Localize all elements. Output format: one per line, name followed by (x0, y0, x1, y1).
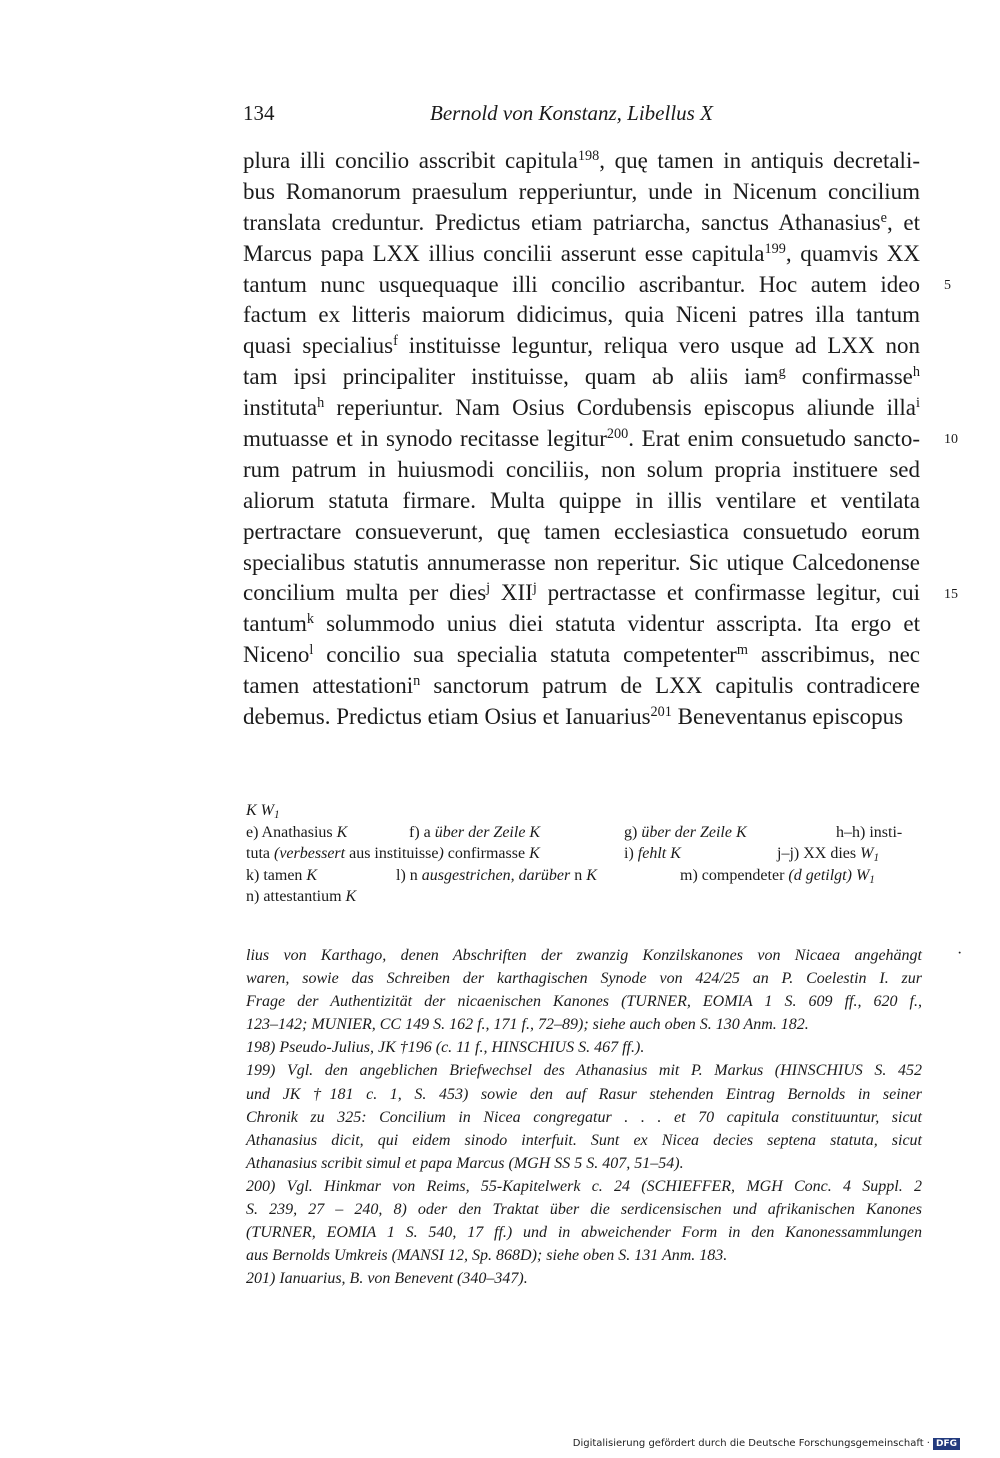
note-marker: 200 (606, 426, 629, 443)
note-marker: f (393, 333, 398, 350)
note-marker: j (532, 580, 537, 597)
line-number: 5 (944, 277, 951, 293)
apparatus-reading: n) attestantium (246, 888, 346, 906)
text-line (243, 517, 920, 548)
text-line (243, 362, 920, 393)
footnote-line: (TURNER, EOMIA 1 S. 540, 17 ff.) und in abweichender Form in den Kanonessammlungen (246, 1224, 922, 1242)
apparatus-row (246, 843, 926, 864)
apparatus-note: (d getilgt) W (788, 866, 870, 884)
text-segment: pertractasse et confirmasse legitur, cui (536, 580, 920, 606)
apparatus-note: K (529, 845, 540, 863)
credit-text: Digitalisierung gefördert durch die Deutsche Forschungsgemeinschaft · (572, 1438, 930, 1449)
footnote-line: 200) Vgl. Hinkmar von Reims, 55-Kapitelwerk c. 24 (SCHIEFFER, MGH Conc. 4 Suppl. 2 (246, 1177, 922, 1195)
text-line (243, 331, 920, 362)
footnotes (246, 944, 922, 1290)
text-line (243, 300, 920, 331)
apparatus-reading: l) n (396, 866, 422, 884)
footnote-line: S. 239, 27 – 240, 8) oder den Traktat über die serdicensischen und afrikanischen Kanones (246, 1201, 922, 1219)
footnote-line: 198) Pseudo-Julius, JK †196 (c. 11 f., HINSCHIUS S. 467 ff.). (246, 1039, 645, 1057)
apparatus-entry (624, 822, 747, 843)
text-segment: concilio sua specialia statuta competenter (313, 642, 737, 668)
footnote-line: Chronik zu 325: Concilium in Nicea congregatur . . . et 70 capitula constituuntur, sicut (246, 1108, 922, 1126)
siglum-subscript: 1 (869, 873, 875, 886)
note-marker: h (912, 364, 920, 381)
apparatus-reading: g) (624, 824, 642, 841)
apparatus-rows (246, 822, 926, 908)
text-line (243, 239, 920, 270)
apparatus-entry (624, 843, 681, 864)
text-segment: plura illi concilio asscribit capitula (243, 148, 578, 173)
text-segment: pertractare consueverunt, quę tamen ecclesiastica consuetudo eorum (243, 518, 920, 544)
apparatus-note: ) (438, 845, 444, 863)
apparatus-entry (246, 843, 540, 864)
apparatus-reading: e) Anathasius (246, 824, 337, 841)
footnote-line: 201) Ianuarius, B. von Benevent (340–347). (246, 1270, 528, 1288)
text-line (243, 702, 920, 733)
dfg-logo: DFG (933, 1438, 960, 1450)
apparatus-reading: i) (624, 845, 638, 863)
note-marker: j (486, 580, 491, 597)
apparatus-entry (246, 822, 347, 843)
apparatus-entry (836, 822, 902, 843)
line-number: 15 (944, 586, 958, 602)
siglum-subscript: 1 (873, 852, 880, 865)
text-segment: asscribimus, nec (747, 642, 920, 668)
text-segment: bus Romanorum praesulum repperiuntur, unde in Nicenum concilium (243, 178, 920, 204)
text-line (243, 177, 920, 208)
note-marker: h (317, 395, 325, 412)
footnote-line: aus Bernolds Umkreis (MANSI 12, Sp. 868D); siehe oben S. 131 Anm. 183. (246, 1247, 728, 1265)
text-segment: solummodo unius diei statuta videntur asscripta. Ita ergo et (314, 611, 920, 637)
apparatus-reading: tuta (246, 845, 274, 863)
note-marker: l (309, 642, 314, 659)
apparatus-reading: h–h) insti- (836, 824, 903, 841)
note-marker: 198 (577, 148, 600, 165)
note-marker: k (306, 611, 315, 628)
apparatus-note: K (345, 888, 357, 906)
text-line (243, 424, 920, 455)
apparatus-note: W (860, 845, 874, 863)
note-marker: i (916, 395, 920, 412)
footnote-line: Frage der Authentizität der nicaenischen Kanones (TURNER, EOMIA 1 S. 609 ff., 620 f., (246, 993, 922, 1011)
text-segment: aliorum statuta firmare. Multa quippe in illis ventilare et ventilata (243, 487, 920, 513)
text-line (243, 393, 920, 424)
apparatus-note: über der Zeile K (434, 824, 541, 841)
text-line (243, 146, 920, 177)
text-segment: tantum nunc usquequaque illi concilio ascribantur. Hoc autem ideo (243, 271, 920, 297)
apparatus-reading: m) compendeter (680, 866, 789, 884)
apparatus-row (246, 865, 926, 886)
footnote-line: 199) Vgl. den angeblichen Briefwechsel des Athanasius mit P. Markus (HINSCHIUS S. 452 (246, 1062, 922, 1080)
line-number: 10 (944, 432, 958, 448)
text-line (243, 548, 920, 579)
apparatus-note: fehlt K (637, 845, 681, 863)
text-segment: , quamvis XX (785, 240, 920, 266)
text-line (243, 671, 920, 702)
apparatus-row (246, 886, 926, 907)
text-segment: tamen attestationi (243, 673, 414, 699)
critical-apparatus (246, 800, 926, 908)
apparatus-reading: j–j) XX dies (777, 845, 861, 863)
text-segment: instituisse leguntur, reliqua vero usque ad LXX non (397, 333, 921, 359)
apparatus-reading: f) a (409, 824, 435, 841)
margin-dot: · (957, 945, 963, 962)
text-segment: tantum (243, 611, 307, 637)
text-segment: Beneventanus episcopus (671, 704, 904, 730)
apparatus-sigla-sub: 1 (274, 808, 280, 821)
text-line (243, 270, 920, 301)
apparatus-entry (409, 822, 540, 843)
apparatus-entry (396, 865, 597, 886)
text-segment: specialibus statutis annumerasse non reperitur. Sic utique Calcedonense (243, 549, 920, 575)
footnote-line: 123–142; MUNIER, CC 149 S. 162 f., 171 f., 72–89); siehe auch oben S. 130 Anm. 182. (246, 1016, 809, 1034)
text-segment: concilium multa per dies (243, 580, 487, 606)
text-segment: confirmasse (785, 364, 913, 390)
text-line (243, 609, 920, 640)
text-segment: sanctorum patrum de LXX capitulis contradicere (420, 673, 920, 699)
apparatus-sigla-text: K W (246, 802, 274, 819)
page-number: 134 (243, 101, 275, 125)
text-segment: translata creduntur. Predictus etiam patriarcha, sanctus Athanasius (243, 209, 881, 235)
footnote-line: Athanasius dicit, qui eidem sinodo interfuit. Sunt ex Nicea decies septena statuta, sicut (246, 1131, 922, 1149)
note-marker: n (413, 673, 421, 690)
apparatus-sigla (246, 800, 926, 822)
note-marker: m (736, 642, 748, 659)
apparatus-note: (verbessert (274, 845, 346, 863)
text-segment: Niceno (243, 642, 310, 668)
text-segment: Marcus papa LXX illius concilii asserunt esse capitula (243, 240, 765, 266)
text-line (243, 455, 920, 486)
text-segment: quasi specialius (243, 333, 394, 359)
apparatus-row (246, 822, 926, 843)
apparatus-note: ausgestrichen, darüber (421, 866, 571, 884)
note-marker: 201 (650, 704, 672, 721)
text-line (243, 640, 920, 671)
footnote-line: Athanasius scribit simul et papa Marcus (MGH SS 5 S. 407, 51–54). (246, 1154, 684, 1172)
running-title: Bernold von Konstanz, Libellus X (430, 101, 713, 125)
text-line (243, 486, 920, 517)
text-segment: instituta (243, 395, 318, 421)
apparatus-reading: aus instituisse (345, 845, 439, 863)
text-segment: XII (490, 580, 533, 606)
text-line (243, 208, 920, 239)
text-segment: rum patrum in huiusmodi conciliis, non solum propria instituere sed (243, 456, 920, 482)
text-line (243, 578, 920, 609)
footnote-line: lius von Karthago, denen Abschriften der zwanzig Konzilskanones von Nicaea angehängt (246, 947, 922, 964)
text-segment: , quę tamen in antiquis decretali- (599, 148, 920, 173)
text-segment: tam ipsi principaliter instituisse, quam ab aliis iam (243, 364, 779, 390)
apparatus-reading: k) tamen (246, 866, 307, 884)
apparatus-entry (246, 865, 317, 886)
apparatus-note: über der Zeile K (641, 824, 747, 841)
digitization-credit (573, 1438, 960, 1450)
note-marker: e (880, 209, 887, 226)
text-segment: factum ex litteris maiorum didicimus, quia Niceni patres illa tantum (243, 302, 920, 328)
note-marker: g (778, 364, 786, 381)
apparatus-reading: confirmasse (443, 845, 530, 863)
apparatus-note: K (306, 866, 318, 884)
text-segment: mutuasse et in synodo recitasse legitur (243, 426, 607, 452)
apparatus-note: K (336, 824, 348, 841)
text-segment: reperiuntur. Nam Osius Cordubensis episcopus aliunde illa (324, 395, 917, 421)
apparatus-note: K (586, 866, 597, 884)
text-segment: debemus. Predictus etiam Osius et Ianuarius (243, 704, 651, 730)
footnote-line: und JK †181 c. 1, S. 453) sowie den auf Rasur stehenden Eintrag Bernolds in seiner (246, 1085, 922, 1103)
note-marker: 199 (764, 240, 786, 257)
apparatus-entry (246, 886, 356, 907)
text-segment: . Erat enim consuetudo sancto- (628, 426, 920, 452)
footnote-line: waren, sowie das Schreiben der karthagischen Synode von 424/25 an P. Coelestin I. zur (246, 970, 922, 988)
text-segment: , et (886, 209, 921, 235)
main-text (243, 146, 920, 733)
apparatus-reading: n (570, 866, 587, 884)
